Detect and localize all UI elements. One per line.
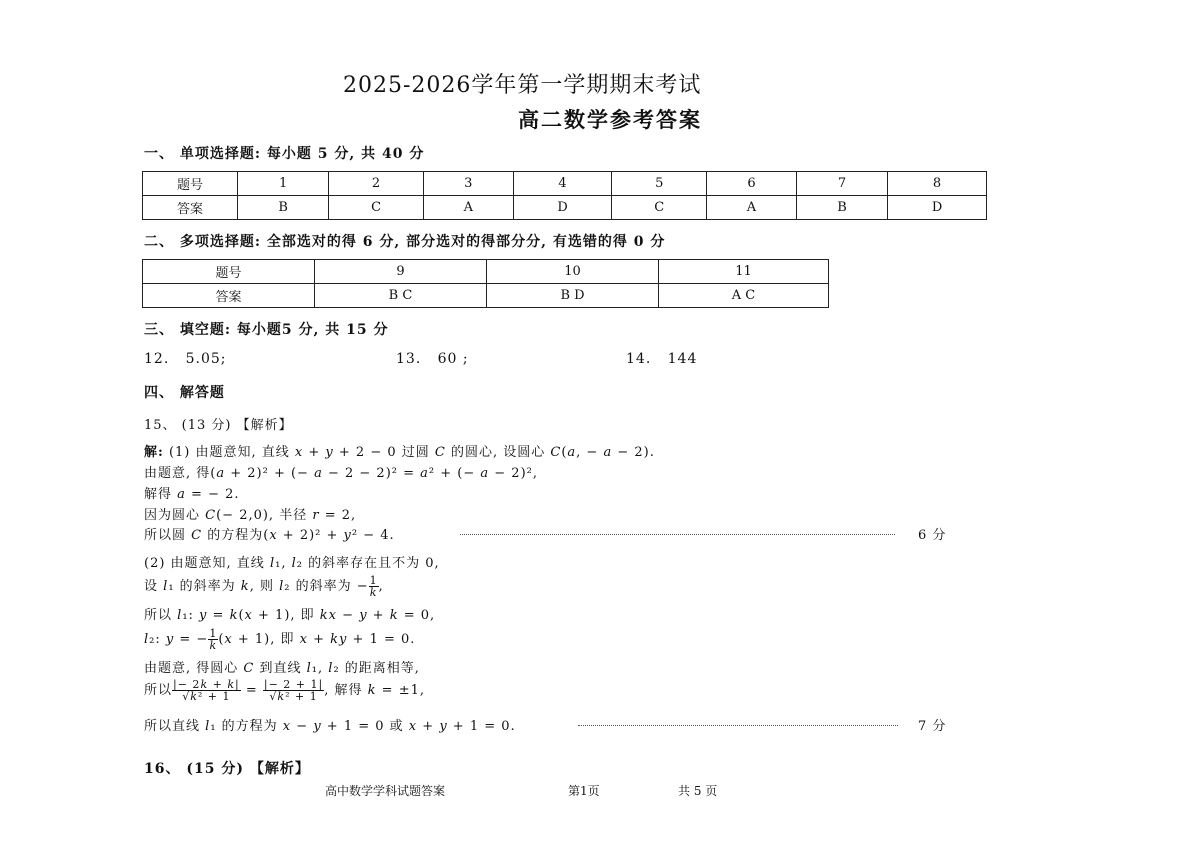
question-number: 9 — [315, 260, 487, 284]
fill-answer-14 — [626, 351, 697, 367]
part1-heading: 一、 单项选择题: 每小题 5 分, 共 40 分 — [144, 146, 425, 162]
row-label: 答案 — [143, 196, 238, 220]
answer-cell: A — [423, 196, 513, 220]
solution-line: 所以圆 C 的方程为(x + 2)² + y² − 4. — [144, 528, 395, 543]
question-number: 3 — [423, 172, 513, 196]
item-answer: 5.05; — [185, 351, 227, 367]
part4-heading: 四、 解答题 — [144, 385, 225, 401]
answer-cell: A C — [659, 284, 829, 308]
item-number: 13. — [396, 351, 422, 367]
footer-subject: 高中数学学科试题答案 — [325, 784, 446, 798]
solution-line: 所以直线 l₁ 的方程为 x − y + 1 = 0 或 x + y + 1 = 0. — [144, 719, 516, 734]
answer-cell: B — [796, 196, 887, 220]
page-title: 2025-2026学年第一学期期末考试 — [343, 73, 702, 98]
answer-cell: D — [513, 196, 612, 220]
solution-line: l₂: y = − $\frac{1}{k}$ (x + 1), 即 x + ky + 1 = 0. — [144, 627, 416, 652]
solution-line: 设 l₁ 的斜率为 k, 则 l₂ 的斜率为 − $\frac{1}{k}$ , — [144, 574, 384, 599]
row-label: 题号 — [143, 260, 315, 284]
part1-answer-table — [142, 171, 987, 220]
solution-line: 因为圆心 C(− 2,0), 半径 r = 2, — [144, 508, 357, 523]
row-label: 题号 — [143, 172, 238, 196]
page-subtitle: 高二数学参考答案 — [518, 107, 702, 132]
fill-answer-12 — [144, 351, 227, 367]
item-number: 14. — [626, 351, 652, 367]
answer-cell: A — [707, 196, 797, 220]
question-number: 11 — [659, 260, 829, 284]
solution-line: 解得 a = − 2. — [144, 487, 240, 502]
item-answer: 144 — [667, 351, 698, 367]
question-number: 5 — [612, 172, 707, 196]
answer-cell: D — [888, 196, 987, 220]
item-number: 12. — [144, 351, 170, 367]
table-row — [143, 284, 829, 308]
solution-line: 所以 $\frac{|- 2k + k|}{\text{√k² + 1}}$ = $\frac{|- 2 + 1|}{\text{√k² + 1}}$ , 解得 k = ±1, — [144, 678, 425, 703]
dotted-leader — [460, 524, 895, 543]
fill-answer-13 — [396, 351, 469, 367]
question-number: 10 — [487, 260, 659, 284]
part2-answer-table — [142, 259, 829, 308]
answer-cell: B — [238, 196, 329, 220]
question-number: 1 — [238, 172, 329, 196]
solution-line: 解: (1) 由题意知, 直线 x + y + 2 − 0 过圆 C 的圆心, 设圆心 C(a, − a − 2). — [144, 445, 655, 460]
table-row — [143, 172, 987, 196]
question-number: 6 — [707, 172, 797, 196]
answer-cell: C — [329, 196, 424, 220]
score-label: 7 分 — [918, 719, 947, 734]
part3-heading: 三、 填空题: 每小题5 分, 共 15 分 — [144, 322, 389, 338]
table-row — [143, 196, 987, 220]
solution-line: 由题意, 得圆心 C 到直线 l₁, l₂ 的距离相等, — [144, 661, 420, 676]
question-number: 2 — [329, 172, 424, 196]
solution-line: 由题意, 得(a + 2)² + (− a − 2 − 2)² = a² + (− a − 2)², — [144, 466, 538, 481]
answer-cell: B C — [315, 284, 487, 308]
answer-cell: B D — [487, 284, 659, 308]
answer-cell: C — [612, 196, 707, 220]
question-number: 4 — [513, 172, 612, 196]
footer-total-pages: 共 5 页 — [678, 784, 718, 798]
item-answer: 60 ; — [437, 351, 469, 367]
solution-line: 所以 l₁: y = k(x + 1), 即 kx − y + k = 0, — [144, 608, 436, 623]
q15-heading: 15、 (13 分) 【解析】 — [144, 418, 293, 433]
q16-heading: 16、 (15 分) 【解析】 — [144, 761, 310, 777]
solution-line: (2) 由题意知, 直线 l₁, l₂ 的斜率存在且不为 0, — [144, 556, 440, 571]
table-row — [143, 260, 829, 284]
question-number: 7 — [796, 172, 887, 196]
row-label: 答案 — [143, 284, 315, 308]
dotted-leader — [578, 715, 898, 734]
score-label: 6 分 — [918, 528, 947, 543]
question-number: 8 — [888, 172, 987, 196]
footer-page-number: 第1页 — [568, 784, 600, 798]
part2-heading: 二、 多项选择题: 全部选对的得 6 分, 部分选对的得部分分, 有选错的得 0 分 — [144, 234, 666, 250]
